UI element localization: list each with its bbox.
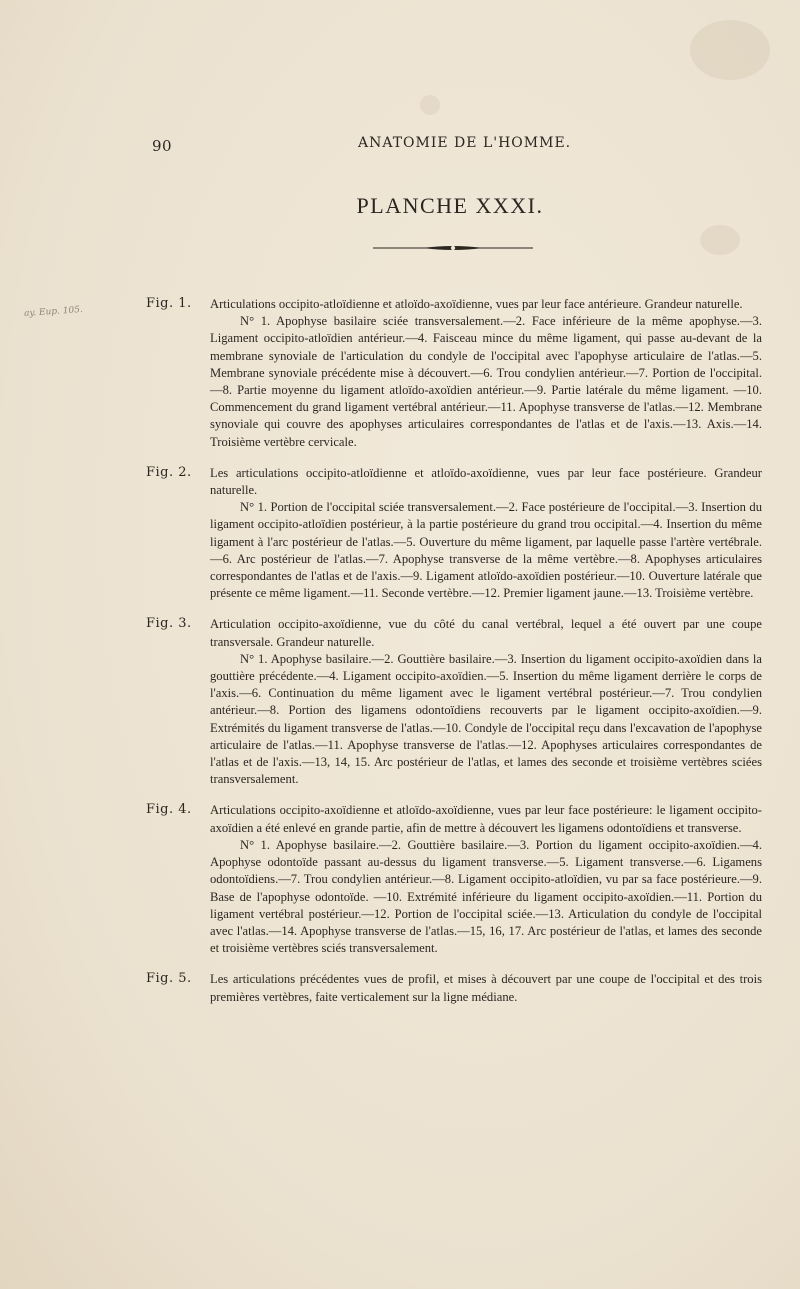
paper-stain bbox=[420, 95, 440, 115]
paper-stain bbox=[690, 20, 770, 80]
figure-legend-3 bbox=[0, 616, 800, 788]
figure-caption: Les articulations occipito-atloïdienne et atloïdo-axoïdienne, vues par leur face postérieure. Grandeur naturelle. bbox=[210, 465, 762, 498]
figure-label: Fig. 4. bbox=[146, 802, 192, 818]
figure-label: Fig. 5. bbox=[146, 971, 192, 987]
figure-label: Fig. 3. bbox=[146, 616, 192, 632]
paper-stain bbox=[700, 225, 740, 255]
plate-title: PLANCHE XXXI. bbox=[356, 193, 544, 218]
figure-legends bbox=[0, 296, 800, 1020]
running-head: ANATOMIE DE L'HOMME. bbox=[358, 135, 572, 151]
figure-key: N° 1. Apophyse basilaire sciée transversalement.—2. Face inférieure de la même apophyse.—3. Ligament occipito-atloïdien antérieur.—4. Faisceau mince du même ligament, qui passe au-devant de la membrane synoviale de l'articulation du condyle de l'occipital avec l'apophyse articulaire de l'atlas.—5. Membrane synoviale précédente mise à découvert.—6. Trou condylien antérieur.—7. Portion de l'occipital.—8. Partie moyenne du ligament atloïdo-axoïdien antérieur.—9. Partie latérale du même ligament. —10. Commencement du grand ligament vertébral antérieur.—11. Apophyse transverse de l'atlas.—12. Membrane synoviale qui couvre des apophyses articulaires correspondantes de l'atlas et de l'axis.—13. Axis.—14. Troisième vertèbre cervicale. bbox=[210, 314, 762, 449]
figure-caption: Articulations occipito-axoïdienne et atloïdo-axoïdienne, vues par leur face postérieure: le ligament occipito-axoïdien a été enlevé en grande partie, afin de mettre à découvert les ligamens odontoïdiens et transverse. bbox=[210, 803, 762, 835]
page-number: 90 bbox=[152, 137, 173, 155]
title-rule-ornament bbox=[373, 244, 533, 252]
figure-caption: Articulations occipito-atloïdienne et atloïdo-axoïdienne, vues par leur face antérieure. Grandeur naturelle. bbox=[210, 297, 743, 311]
figure-legend-1 bbox=[0, 296, 800, 451]
figure-label: Fig. 2. bbox=[146, 464, 192, 480]
figure-key: N° 1. Portion de l'occipital sciée transversalement.—2. Face postérieure de l'occipital.—3. Insertion du ligament occipito-atloïdien postérieur, à la partie postérieure du grand trou occipital.—4. Insertion du même ligament à l'arc postérieur de l'atlas.—5. Ouverture du même ligament, par laquelle passe l'artère vertébrale.—6. Arc postérieur de l'atlas.—7. Apophyse transverse de la même vertèbre.—8. Apophyses articulaires correspondantes de l'atlas et de l'axis.—9. Ligament atloïdo-axoïdien postérieur.—10. Ouverture latérale que présente ce même ligament.—11. Seconde vertèbre.—12. Premier ligament jaune.—13. Troisième vertèbre. bbox=[210, 500, 762, 601]
figure-legend-4 bbox=[0, 802, 800, 957]
figure-caption: Les articulations précédentes vues de profil, et mises à découvert par une coupe de l'occipital et des trois premières vertèbres, faite verticalement sur la ligne médiane. bbox=[210, 972, 762, 1004]
figure-legend-5 bbox=[0, 971, 800, 1005]
figure-key: N° 1. Apophyse basilaire.—2. Gouttière basilaire.—3. Insertion du ligament occipito-axoïdien dans la gouttière précédente.—4. Ligament occipito-axoïdien.—5. Insertion du même ligament derrière le corps de l'axis.—6. Continuation du même ligament avec le ligament vertébral postérieur.—7. Trou condylien antérieur.—8. Portion des ligamens odontoïdiens recouverts par le ligament occipito-axoïdien.—9. Extrémités du ligament transverse de l'atlas.—10. Condyle de l'occipital reçu dans l'excavation de l'apophyse articulaire de l'atlas.—11. Apophyse transverse de l'atlas.—12. Apophyses articulaires correspondantes de l'atlas et de l'axis.—13, 14, 15. Arc postérieur de l'atlas, et lames des seconde et troisième vertèbres sciées transversalement. bbox=[210, 651, 762, 787]
figure-label: Fig. 1. bbox=[146, 296, 192, 311]
figure-caption: Articulation occipito-axoïdienne, vue du côté du canal vertébral, lequel a été ouvert par une coupe transversale. Grandeur naturelle. bbox=[210, 617, 762, 649]
figure-legend-2 bbox=[0, 465, 800, 603]
figure-key: N° 1. Apophyse basilaire.—2. Gouttière basilaire.—3. Portion du ligament occipito-axoïdien.—4. Apophyse odontoïde passant au-dessus du ligament transverse.—5. Ligament transverse.—6. Ligamens odontoïdiens.—7. Trou condylien antérieur.—8. Ligament occipito-atloïdien, vu par sa face postérieure.—9. Base de l'apophyse odontoïde. —10. Extrémité inférieure du ligament occipito-axoïdien.—11. Portion du ligament vertébral postérieur.—12. Portion de l'occipital sciée.—13. Articulation du condyle de l'occipital avec l'atlas.—14. Apophyse transverse de l'atlas.—15, 16, 17. Arc postérieur de l'atlas, et lames des seconde et troisième vertèbres sciés transversalement. bbox=[210, 837, 762, 956]
handwritten-margin-note: ay. Eup. 105. bbox=[23, 304, 84, 320]
